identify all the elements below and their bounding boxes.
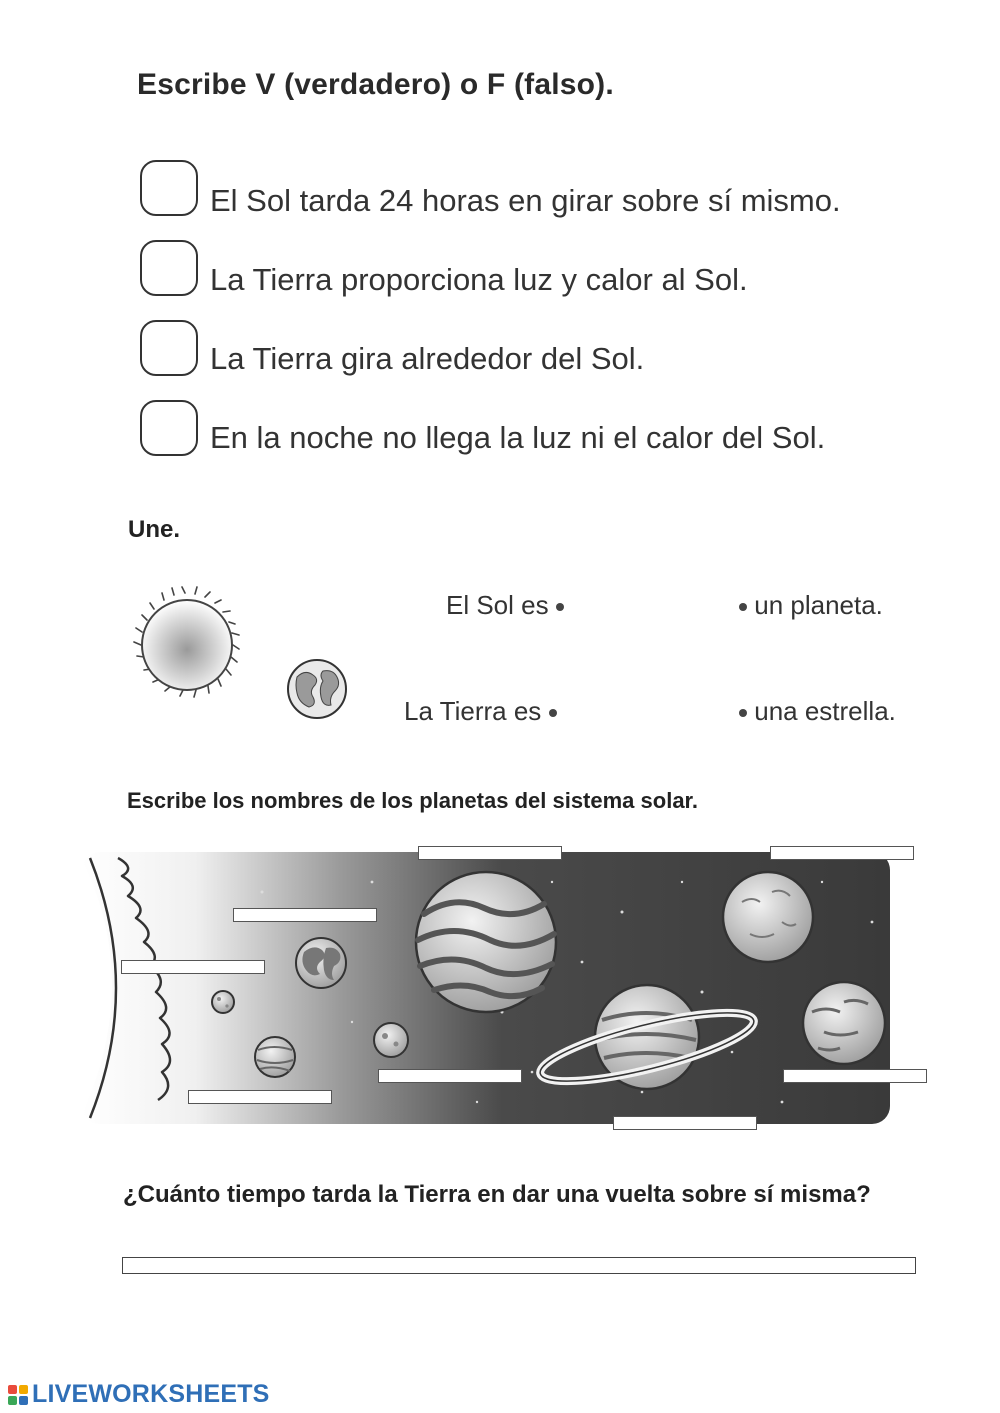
- planet-name-field-4[interactable]: [121, 960, 265, 974]
- uranus-icon: [723, 872, 813, 962]
- match-dot-right-1[interactable]: [739, 603, 747, 611]
- match-dot-right-2[interactable]: [739, 709, 747, 717]
- planets-title: Escribe los nombres de los planetas del sistema solar.: [127, 788, 699, 813]
- statement-1: El Sol tarda 24 horas en girar sobre sí mismo.: [210, 183, 841, 218]
- match-right-1: un planeta.: [739, 590, 883, 621]
- mercury-icon: [212, 991, 234, 1013]
- brand-name: LIVEWORKSHEETS: [32, 1380, 270, 1408]
- mars-icon: [374, 1023, 408, 1057]
- neptune-icon: [803, 982, 885, 1064]
- liveworksheets-logo-icon: [8, 1385, 28, 1405]
- statement-3: La Tierra gira alrededor del Sol.: [210, 341, 645, 376]
- sun-icon: [134, 587, 239, 697]
- earth-icon: [288, 660, 346, 718]
- jupiter-icon: [416, 872, 556, 1012]
- venus-icon: [255, 1037, 295, 1077]
- brand: [8, 1380, 270, 1409]
- earth-icon: [296, 938, 346, 988]
- statement-4: En la noche no llega la luz ni el calor del Sol.: [210, 420, 826, 455]
- answer-box-1[interactable]: [140, 160, 198, 216]
- question-title: ¿Cuánto tiempo tarda la Tierra en dar una vuelta sobre sí misma?: [123, 1181, 871, 1208]
- true-false-title: Escribe V (verdadero) o F (falso).: [137, 68, 614, 101]
- answer-box-3[interactable]: [140, 320, 198, 376]
- match-right-2: una estrella.: [739, 696, 896, 727]
- planet-name-field-1[interactable]: [418, 846, 562, 860]
- statement-2: La Tierra proporciona luz y calor al Sol.: [210, 262, 748, 297]
- question-answer-field[interactable]: [122, 1257, 916, 1274]
- match-left-2: La Tierra es: [404, 696, 557, 727]
- planet-name-field-3[interactable]: [233, 908, 377, 922]
- planet-name-field-5[interactable]: [378, 1069, 522, 1083]
- planet-name-field-2[interactable]: [770, 846, 914, 860]
- sun-earth-illustration: [125, 585, 365, 735]
- match-title: Une.: [128, 516, 181, 543]
- solar-system-illustration: [82, 852, 890, 1124]
- planet-name-field-8[interactable]: [613, 1116, 757, 1130]
- planet-name-field-6[interactable]: [783, 1069, 927, 1083]
- planet-name-field-7[interactable]: [188, 1090, 332, 1104]
- answer-box-2[interactable]: [140, 240, 198, 296]
- match-dot-left-1[interactable]: [556, 603, 564, 611]
- answer-box-4[interactable]: [140, 400, 198, 456]
- match-dot-left-2[interactable]: [549, 709, 557, 717]
- match-left-1: El Sol es: [446, 590, 564, 621]
